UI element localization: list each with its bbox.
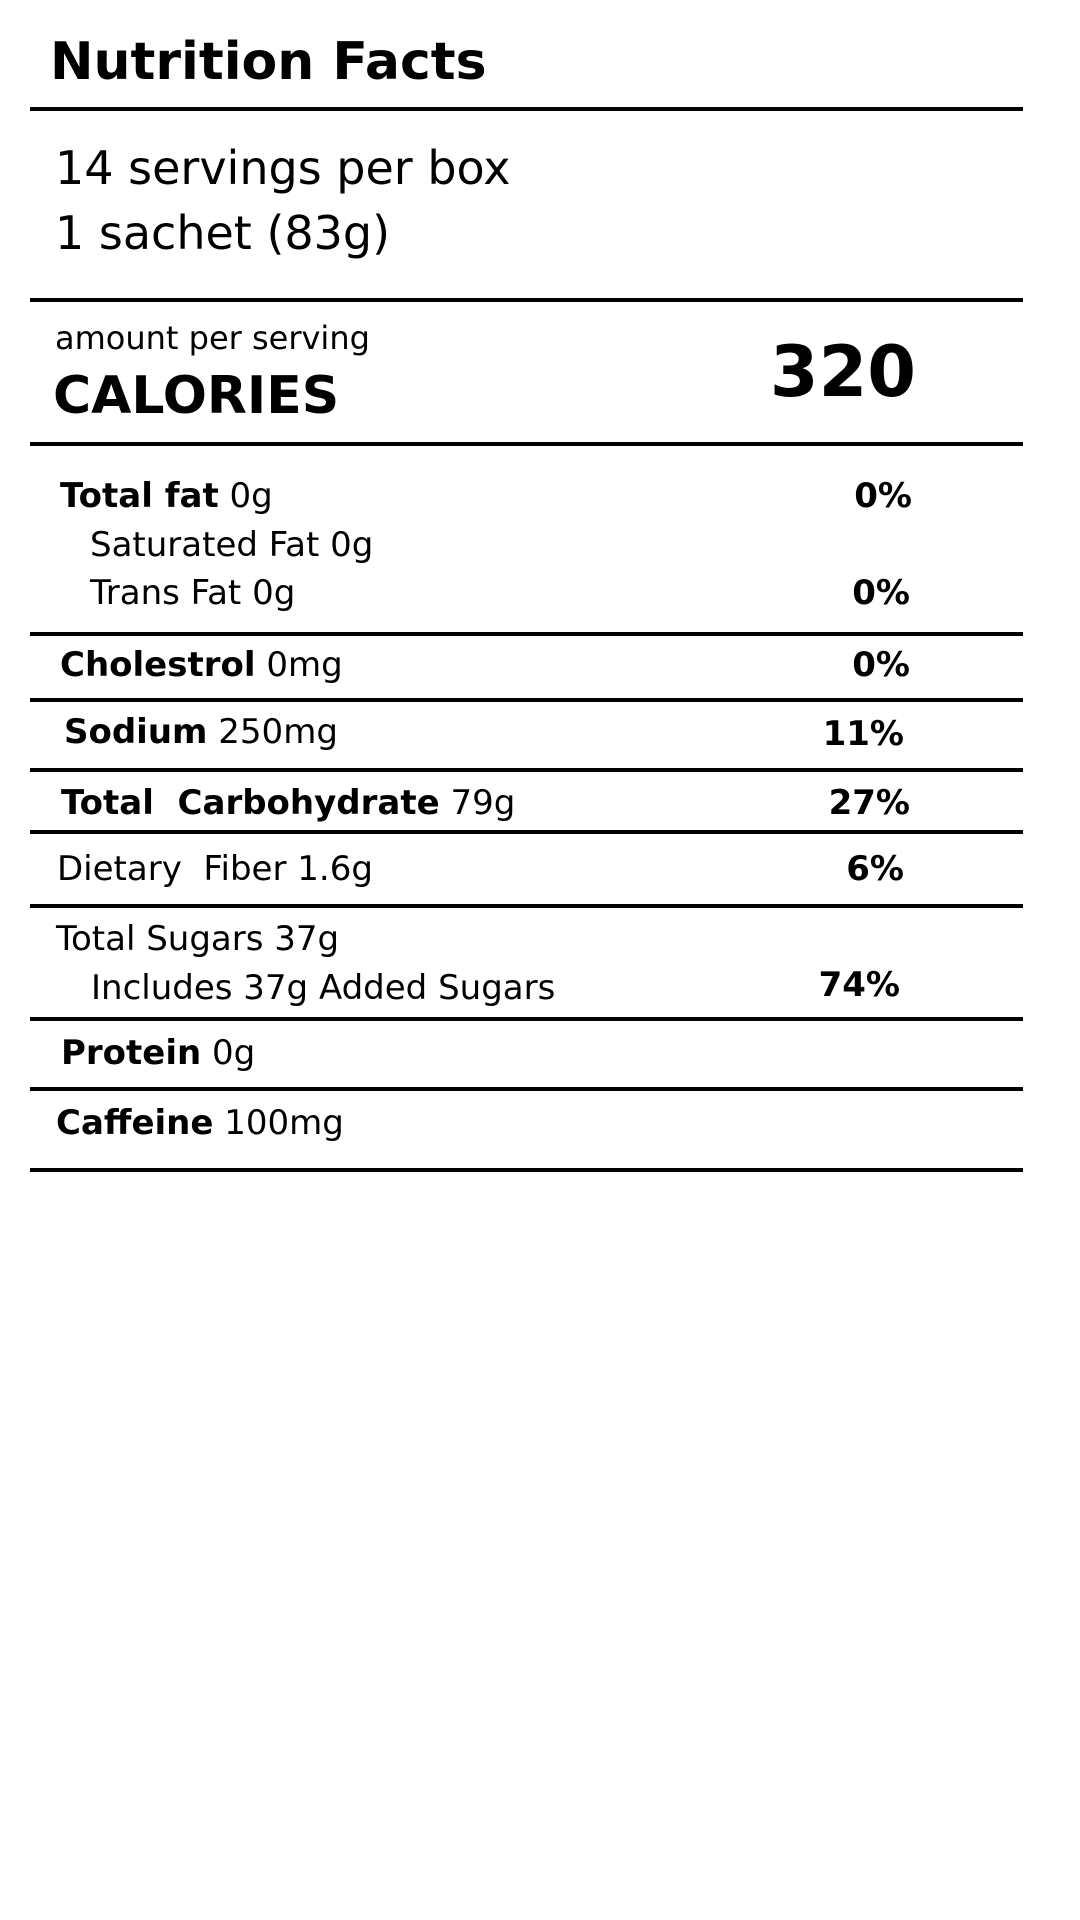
- nutrient-label: Trans Fat: [90, 573, 242, 613]
- nutrient-amount: 79g: [450, 783, 516, 823]
- panel-title: Nutrition Facts: [50, 32, 487, 92]
- nutrient-amount: 0mg: [266, 645, 343, 685]
- divider: [30, 830, 1023, 834]
- nutrient-label: Total fat: [60, 476, 219, 516]
- divider: [30, 904, 1023, 908]
- daily-value-sodium: 11%: [822, 714, 904, 754]
- nutrient-amount: 0g: [330, 525, 374, 565]
- nutrient-protein: [61, 1031, 255, 1075]
- divider: [30, 698, 1023, 702]
- nutrient-label: Cholestrol: [60, 645, 256, 685]
- divider: [30, 768, 1023, 772]
- daily-value-total-fat: 0%: [854, 476, 912, 516]
- divider: [30, 1087, 1023, 1091]
- nutrient-amount: 0g: [212, 1033, 256, 1073]
- nutrient-amount: 37g: [274, 919, 340, 959]
- nutrient-amount: 100mg: [224, 1103, 344, 1143]
- nutrient-amount: 0g: [229, 476, 273, 516]
- nutrient-label: Saturated Fat: [90, 525, 320, 565]
- nutrient-amount: 1.6g: [297, 849, 373, 889]
- nutrient-label: Total Carbohydrate: [61, 783, 440, 823]
- daily-value-added-sugars: 74%: [818, 965, 900, 1005]
- divider: [30, 298, 1023, 302]
- nutrient-total-sugars: [56, 917, 339, 961]
- amount-per-serving-label: amount per serving: [55, 319, 370, 357]
- daily-value-trans-fat: 0%: [852, 573, 910, 613]
- nutrient-label: Protein: [61, 1033, 202, 1073]
- nutrient-label: Total Sugars: [56, 919, 264, 959]
- nutrient-saturated-fat: [90, 523, 373, 567]
- daily-value-cholesterol: 0%: [852, 645, 910, 685]
- daily-value-total-carbohydrate: 27%: [828, 783, 910, 823]
- nutrient-caffeine: [56, 1101, 344, 1145]
- daily-value-dietary-fiber: 6%: [846, 849, 904, 889]
- nutrient-total-fat: [60, 474, 273, 518]
- nutrient-trans-fat: [90, 571, 295, 615]
- divider: [30, 1168, 1023, 1172]
- nutrient-amount: 0g: [252, 573, 296, 613]
- nutrient-label: Caffeine: [56, 1103, 214, 1143]
- serving-size: 1 sachet (83g): [55, 206, 391, 260]
- servings-per-container: 14 servings per box: [55, 141, 511, 195]
- nutrient-cholesterol: [60, 643, 343, 687]
- divider: [30, 1017, 1023, 1021]
- nutrient-amount: 250mg: [218, 712, 338, 752]
- calories-label: CALORIES: [53, 366, 340, 426]
- nutrient-total-carbohydrate: [61, 781, 515, 825]
- nutrient-added-sugars: [91, 966, 555, 1010]
- divider: [30, 442, 1023, 446]
- nutrient-label: Sodium: [64, 712, 208, 752]
- divider: [30, 107, 1023, 111]
- calories-value: 320: [769, 331, 916, 413]
- divider: [30, 632, 1023, 636]
- nutrient-dietary-fiber: [57, 847, 373, 891]
- nutrient-label: Dietary Fiber: [57, 849, 287, 889]
- nutrient-label: Includes 37g Added Sugars: [91, 968, 556, 1008]
- nutrient-sodium: [64, 710, 338, 754]
